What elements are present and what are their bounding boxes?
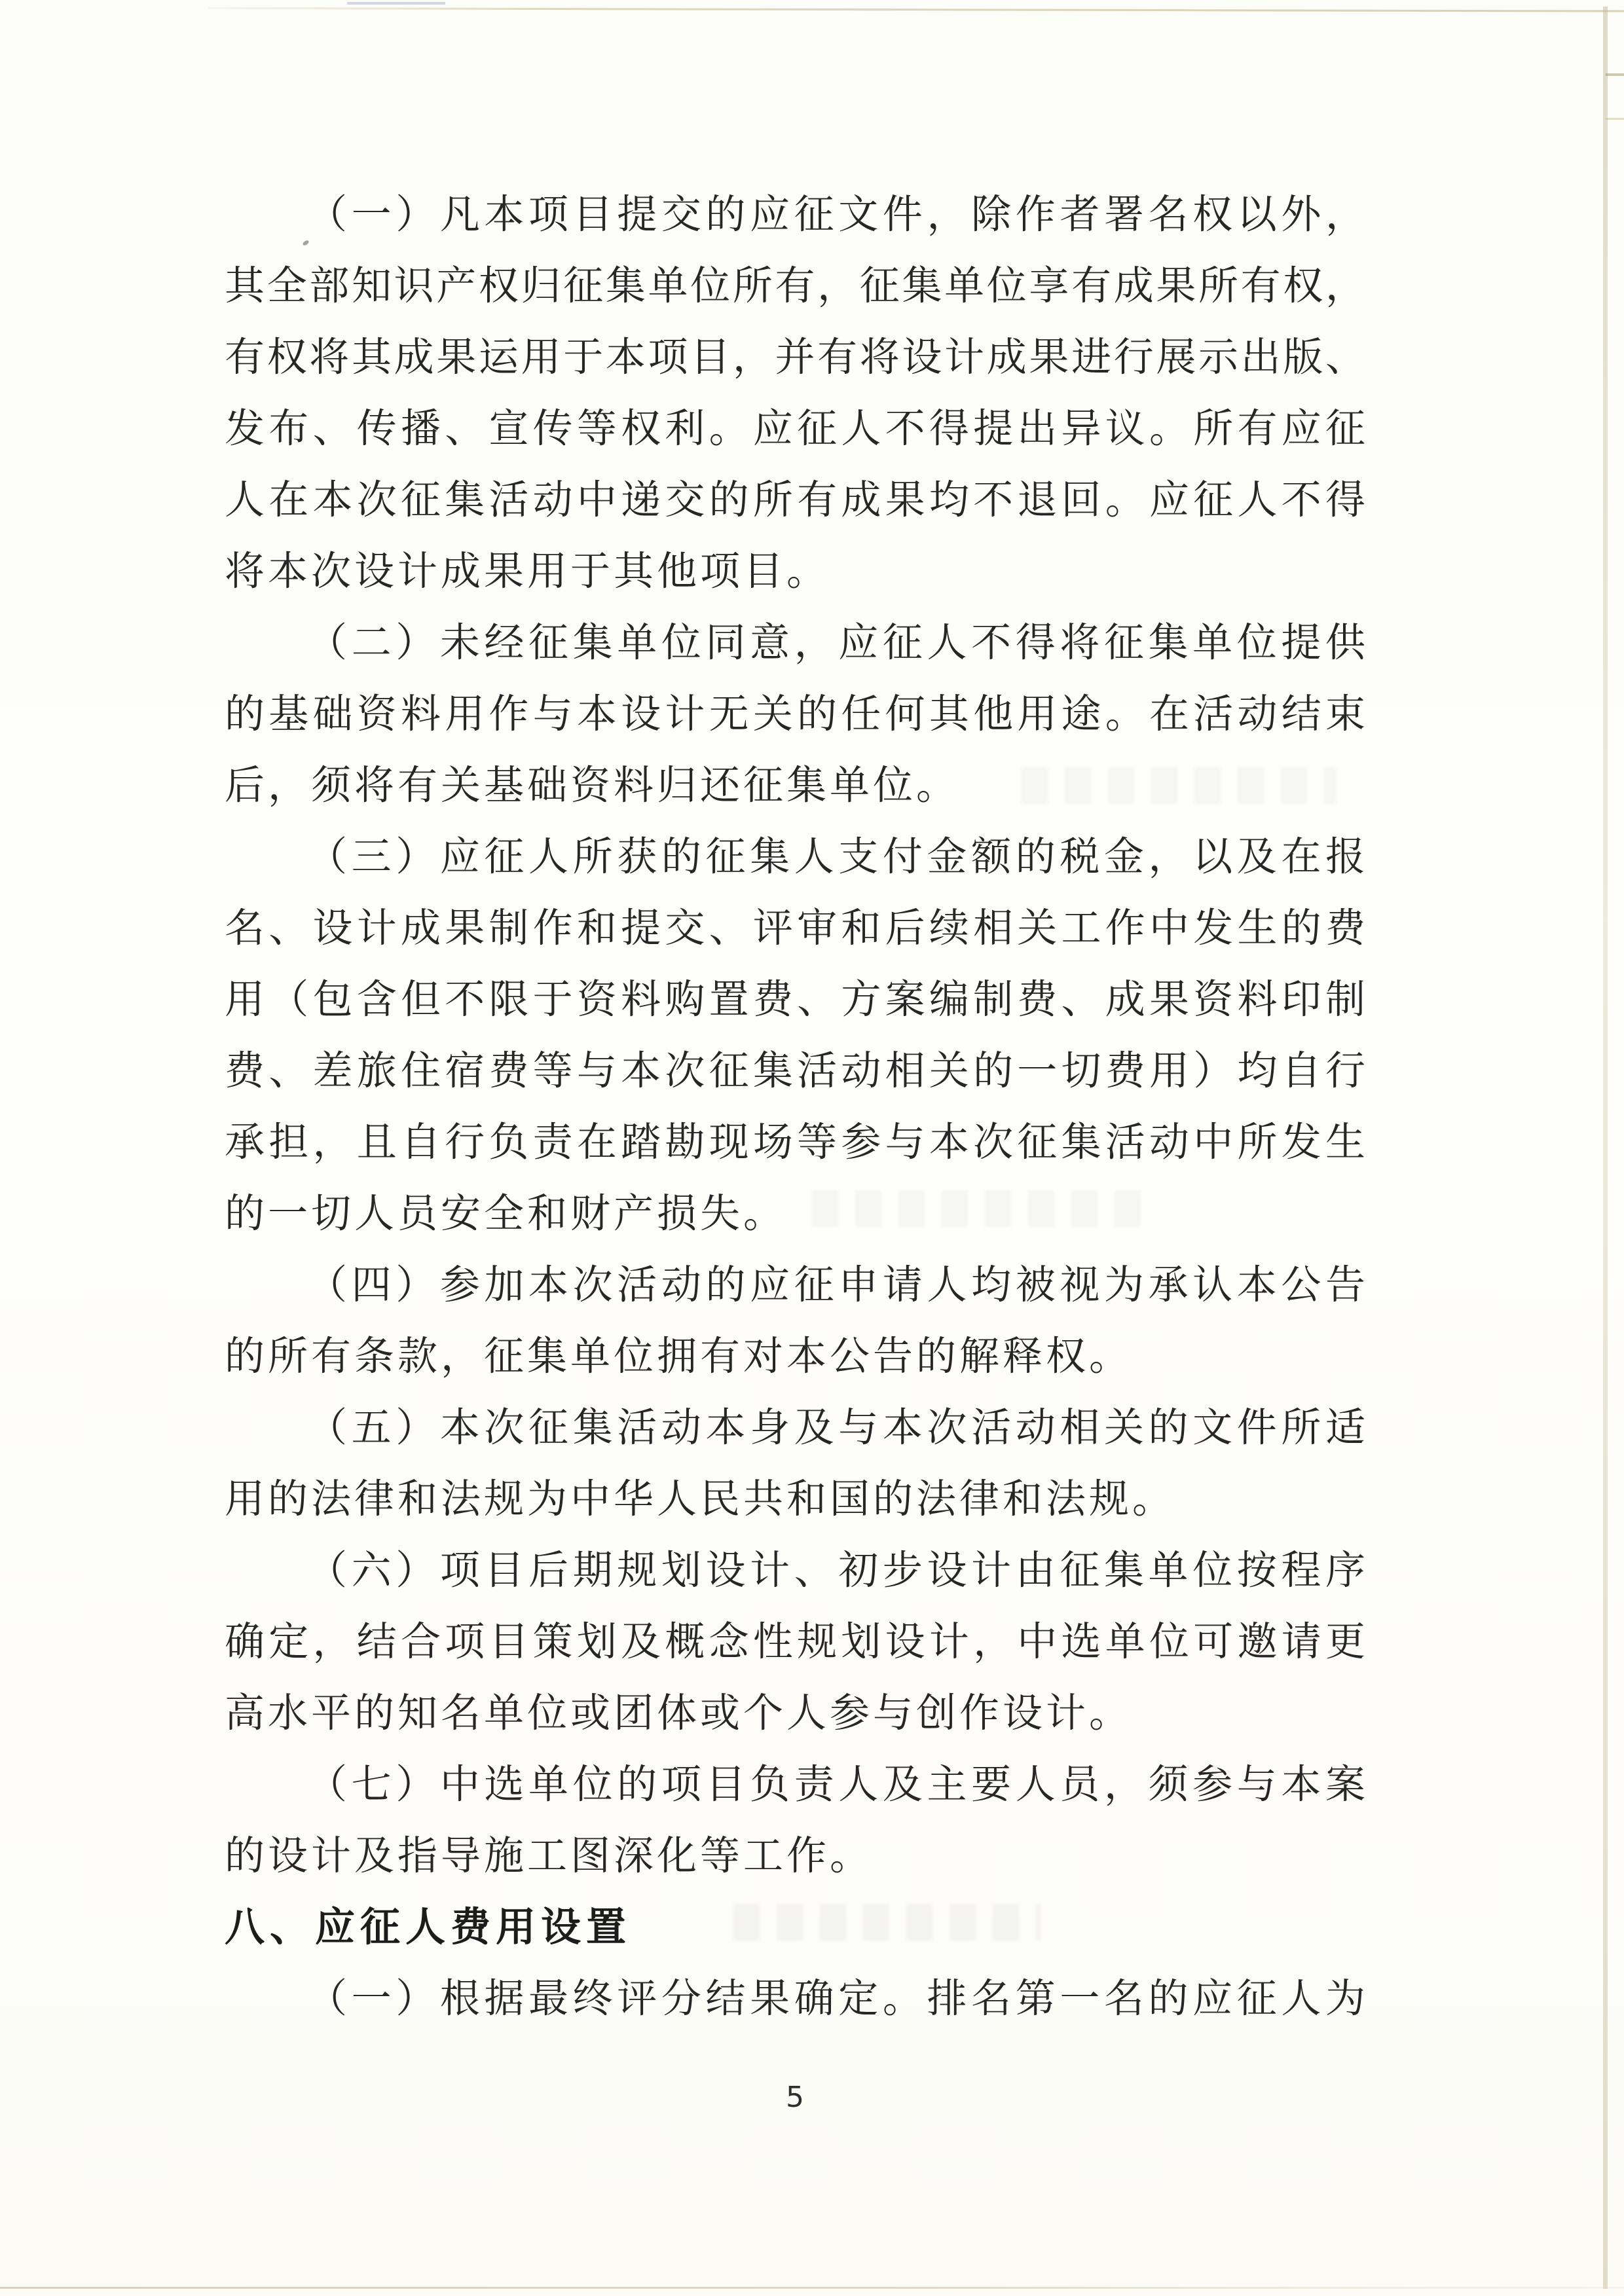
scan-edge-right-line (1603, 7, 1608, 2289)
text-line: 承担，且自行负责在踏勘现场等参与本次征集活动中所发生 (225, 1119, 1365, 1165)
bleed-through-ghost-text (812, 1190, 1153, 1227)
page-number: 5 (786, 2081, 804, 2114)
bleed-through-ghost-text (733, 1904, 1041, 1941)
text-line: 用的法律和法规为中华人民共和国的法律和法规。 (225, 1476, 1176, 1522)
text-line: 人在本次征集活动中递交的所有成果均不退回。应征人不得 (225, 477, 1365, 523)
section-heading: 八、应征人费用设置 (225, 1904, 632, 1950)
text-line: （七）中选单位的项目负责人及主要人员，须参与本案 (307, 1761, 1365, 1808)
scan-tick-mark (1606, 118, 1624, 120)
scan-speck (347, 2, 445, 5)
text-line: 费、差旅住宿费等与本次征集活动相关的一切费用）均自行 (225, 1048, 1365, 1094)
text-line: 名、设计成果制作和提交、评审和后续相关工作中发生的费 (225, 905, 1365, 951)
text-line: 发布、传播、宣传等权利。应征人不得提出异议。所有应征 (225, 405, 1365, 452)
scan-edge-bottom-line (0, 2287, 1624, 2289)
document-body (225, 179, 1365, 2034)
text-line: 的一切人员安全和财产损失。 (225, 1190, 787, 1237)
text-line: （二）未经征集单位同意，应征人不得将征集单位提供 (307, 619, 1365, 666)
text-line: （三）应征人所获的征集人支付金额的税金，以及在报 (307, 833, 1365, 880)
text-line: 用（包含但不限于资料购置费、方案编制费、成果资料印制 (225, 976, 1365, 1023)
text-line: （六）项目后期规划设计、初步设计由征集单位按程序 (307, 1547, 1365, 1594)
text-line: （一）凡本项目提交的应征文件，除作者署名权以外， (307, 191, 1365, 238)
text-line: 其全部知识产权归征集单位所有，征集单位享有成果所有权， (225, 263, 1365, 309)
text-line: （四）参加本次活动的应征申请人均被视为承认本公告 (307, 1262, 1365, 1308)
text-line: 确定，结合项目策划及概念性规划设计，中选单位可邀请更 (225, 1618, 1365, 1665)
text-line: 的所有条款，征集单位拥有对本公告的解释权。 (225, 1333, 1133, 1379)
text-line: （一）根据最终评分结果确定。排名第一名的应征人为 (307, 1975, 1365, 2022)
text-line: 的基础资料用作与本设计无关的任何其他用途。在活动结束 (225, 691, 1365, 737)
scan-edge-top-line (208, 7, 1624, 12)
scan-tick-mark (1606, 73, 1624, 76)
text-line: （五）本次征集活动本身及与本次活动相关的文件所适 (307, 1404, 1365, 1451)
text-line: 的设计及指导施工图深化等工作。 (225, 1832, 874, 1879)
text-line: 高水平的知名单位或团体或个人参与创作设计。 (225, 1690, 1133, 1736)
text-line: 将本次设计成果用于其他项目。 (225, 548, 830, 594)
bleed-through-ghost-text (1022, 767, 1336, 804)
text-line: 有权将其成果运用于本项目，并有将设计成果进行展示出版、 (225, 334, 1365, 380)
text-line: 后，须将有关基础资料归还征集单位。 (225, 762, 960, 809)
